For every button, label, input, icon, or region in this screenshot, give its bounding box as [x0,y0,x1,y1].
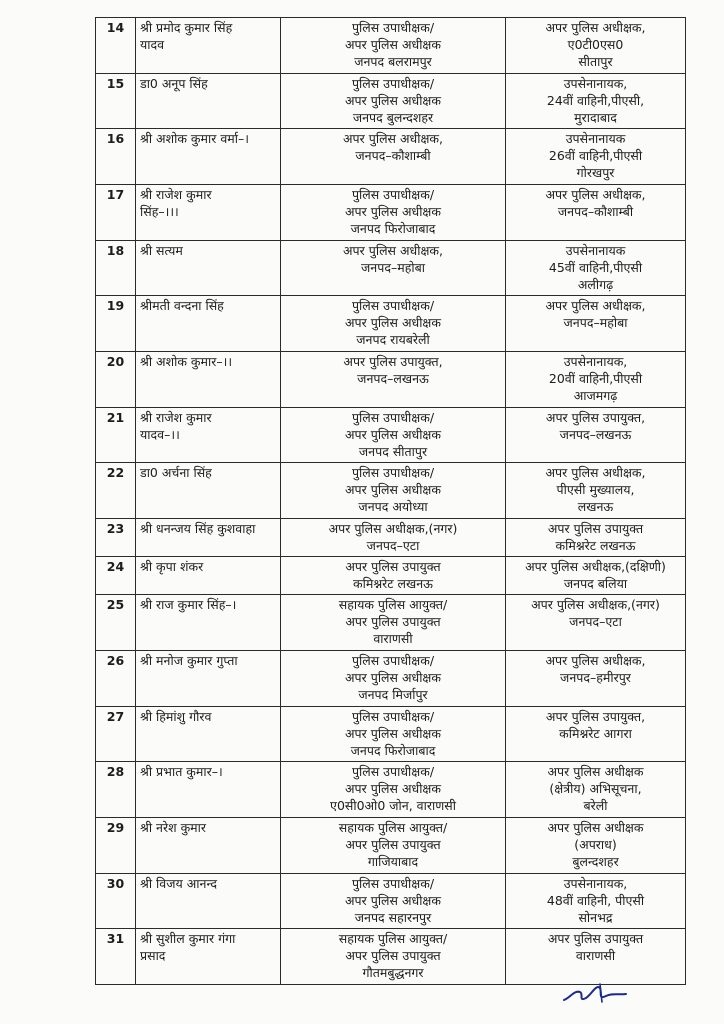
officer-name-cell [136,296,281,352]
current-posting-line: अपर पुलिस अधीक्षक, [343,131,443,146]
new-posting-line: मुरादाबाद [574,110,617,125]
table-row [96,874,686,929]
serial-number-cell: 19 [96,296,136,352]
current-posting-line: गौतमबुद्धनगर [362,965,424,980]
officer-name-line: श्रीमती वन्दना सिंह [140,298,224,313]
officer-name-line: श्री अशोक कुमार–।। [140,354,233,369]
current-posting-line: पुलिस उपाधीक्षक/ [351,709,435,724]
current-posting-line: जनपद रायबरेली [356,332,430,347]
new-posting-line: 20वीं वाहिनी,पीएसी [548,371,643,386]
new-posting-cell [506,129,686,185]
current-posting-cell [281,408,506,463]
new-posting-line: अपर पुलिस अधीक्षक, [545,465,646,480]
serial-number-cell: 31 [96,929,136,985]
officer-name-cell [136,74,281,129]
current-posting-line: वाराणसी [373,631,413,646]
current-posting-line: गाजियाबाद [367,854,419,869]
current-posting-line: सहायक पुलिस आयुक्त/ [338,820,448,835]
officer-name-cell [136,352,281,408]
new-posting-line: (क्षेत्रीय) अभिसूचना, [549,781,642,796]
officer-name-line: श्री प्रभात कुमार–। [140,764,223,779]
new-posting-line: (अपराध) [574,837,617,852]
serial-number-cell: 28 [96,762,136,818]
new-posting-line: अपर पुलिस अधीक्षक [547,820,644,835]
new-posting-line: जनपद–महोबा [563,315,628,330]
new-posting-line: कमिश्नरेट आगरा [559,726,632,741]
current-posting-line: जनपद अयोध्या [358,499,428,514]
current-posting-line: अपर पुलिस अधीक्षक [344,726,441,741]
serial-number-cell: 20 [96,352,136,408]
serial-number-cell: 24 [96,557,136,595]
new-posting-line: अलीगढ़ [577,277,614,292]
serial-number-cell: 30 [96,874,136,929]
serial-number-cell: 23 [96,519,136,557]
serial-number-cell: 25 [96,595,136,651]
new-posting-line: जनपद बलिया [563,576,628,591]
new-posting-line: बुलन्दशहर [572,854,619,869]
serial-number-cell: 16 [96,129,136,185]
new-posting-line: अपर पुलिस उपायुक्त [547,521,644,536]
officer-name-line: डा0 अनूप सिंह [140,76,208,91]
current-posting-line: जनपद–लखनऊ [357,371,429,386]
transfer-table [95,17,686,985]
new-posting-line: उपसेनानायक, [563,876,628,891]
officer-name-cell [136,557,281,595]
serial-number-cell: 14 [96,18,136,74]
current-posting-line: अपर पुलिस उपायुक्त [345,837,441,852]
table-row [96,129,686,185]
new-posting-cell [506,519,686,557]
new-posting-cell [506,408,686,463]
current-posting-line: जनपद फिरोजाबाद [350,221,436,236]
current-posting-line: अपर पुलिस अधीक्षक [344,781,441,796]
officer-name-cell [136,463,281,519]
current-posting-line: पुलिस उपाधीक्षक/ [351,465,435,480]
current-posting-line: जनपद–एटा [366,538,420,553]
table-row [96,595,686,651]
current-posting-line: अपर पुलिस उपायुक्त [345,948,441,963]
new-posting-line: जनपद–कौशाम्बी [557,204,634,219]
officer-name-line: श्री प्रमोद कुमार सिंह [140,20,233,35]
current-posting-cell [281,762,506,818]
new-posting-line: अपर पुलिस उपायुक्त, [545,709,646,724]
new-posting-cell [506,296,686,352]
officer-name-cell [136,241,281,296]
current-posting-line: अपर पुलिस अधीक्षक [344,427,441,442]
officer-name-cell [136,519,281,557]
new-posting-line: अपर पुलिस अधीक्षक, [545,20,646,35]
new-posting-cell [506,18,686,74]
officer-name-cell [136,651,281,707]
serial-number-cell: 18 [96,241,136,296]
new-posting-line: पीएसी मुख्यालय, [556,482,635,497]
current-posting-line: कमिश्नरेट लखनऊ [353,576,433,591]
officer-name-line: प्रसाद [140,948,166,963]
table-row [96,762,686,818]
new-posting-line: अपर पुलिस अधीक्षक [547,764,644,779]
new-posting-line: अपर पुलिस उपायुक्त [547,931,644,946]
new-posting-line: कमिश्नरेट लखनऊ [555,538,636,553]
current-posting-cell [281,557,506,595]
current-posting-line: अपर पुलिस उपायुक्त, [343,354,443,369]
table-row [96,408,686,463]
officer-name-line: श्री मनोज कुमार गुप्ता [140,653,238,668]
transfer-table-body [96,18,686,985]
officer-name-line: यादव [140,37,165,52]
current-posting-line: अपर पुलिस अधीक्षक [344,315,441,330]
new-posting-line: अपर पुलिस अधीक्षक,(दक्षिणी) [525,559,666,574]
current-posting-line: अपर पुलिस अधीक्षक [344,37,441,52]
new-posting-line: अपर पुलिस अधीक्षक, [545,187,646,202]
current-posting-cell [281,74,506,129]
new-posting-cell [506,74,686,129]
new-posting-line: अपर पुलिस अधीक्षक, [545,298,646,313]
new-posting-line: उपसेनानायक [565,243,626,258]
new-posting-line: बरेली [583,798,608,813]
current-posting-line: पुलिस उपाधीक्षक/ [351,876,435,891]
new-posting-cell [506,352,686,408]
new-posting-cell [506,463,686,519]
current-posting-line: अपर पुलिस अधीक्षक, [343,243,443,258]
new-posting-cell [506,874,686,929]
new-posting-line: ए0टी0एस0 [567,37,624,52]
new-posting-line: 45वीं वाहिनी,पीएसी [548,260,643,275]
current-posting-line: पुलिस उपाधीक्षक/ [351,410,435,425]
officer-name-line: डा0 अर्चना सिंह [140,465,212,480]
table-row [96,18,686,74]
current-posting-line: जनपद बुलन्दशहर [352,110,434,125]
table-row [96,707,686,762]
current-posting-line: पुलिस उपाधीक्षक/ [351,76,435,91]
new-posting-line: अपर पुलिस अधीक्षक, [545,653,646,668]
table-row [96,352,686,408]
current-posting-line: अपर पुलिस अधीक्षक [344,670,441,685]
officer-name-line: श्री कृपा शंकर [140,559,204,574]
serial-number-cell: 21 [96,408,136,463]
current-posting-cell [281,241,506,296]
current-posting-line: अपर पुलिस अधीक्षक,(नगर) [328,521,458,536]
current-posting-line: जनपद सहारनपुर [354,910,432,925]
table-row [96,296,686,352]
officer-name-line: श्री विजय आनन्द [140,876,217,891]
table-row [96,74,686,129]
current-posting-cell [281,18,506,74]
current-posting-line: सहायक पुलिस आयुक्त/ [338,931,448,946]
new-posting-cell [506,557,686,595]
current-posting-line: पुलिस उपाधीक्षक/ [351,187,435,202]
current-posting-cell [281,185,506,241]
serial-number-cell: 29 [96,818,136,874]
new-posting-cell [506,185,686,241]
current-posting-line: जनपद सीतापुर [358,444,428,459]
current-posting-line: अपर पुलिस उपायुक्त [345,614,441,629]
new-posting-cell [506,762,686,818]
new-posting-line: उपसेनानायक, [563,354,628,369]
current-posting-line: सहायक पुलिस आयुक्त/ [338,597,448,612]
officer-name-cell [136,18,281,74]
officer-name-cell [136,185,281,241]
signature-mark [560,978,630,1008]
new-posting-line: सीतापुर [578,54,613,69]
officer-name-line: श्री अशोक कुमार वर्मा–। [140,131,249,146]
current-posting-cell [281,519,506,557]
officer-name-cell [136,408,281,463]
new-posting-line: उपसेनानायक, [563,76,628,91]
current-posting-line: अपर पुलिस अधीक्षक [344,204,441,219]
serial-number-cell: 17 [96,185,136,241]
current-posting-line: ए0सी0ओ0 जोन, वाराणसी [330,798,456,813]
current-posting-cell [281,707,506,762]
current-posting-line: जनपद फिरोजाबाद [350,743,436,758]
new-posting-line: अपर पुलिस उपायुक्त, [545,410,646,425]
current-posting-line: अपर पुलिस अधीक्षक [344,482,441,497]
officer-name-line: श्री सुशील कुमार गंगा [140,931,236,946]
current-posting-cell [281,352,506,408]
table-row [96,185,686,241]
new-posting-cell [506,929,686,985]
officer-name-line: श्री राजेश कुमार [140,410,212,425]
officer-name-cell [136,595,281,651]
officer-name-line: श्री राजेश कुमार [140,187,212,202]
current-posting-line: पुलिस उपाधीक्षक/ [351,653,435,668]
table-row [96,929,686,985]
officer-name-line: श्री हिमांशु गौरव [140,709,212,724]
current-posting-line: पुलिस उपाधीक्षक/ [351,298,435,313]
current-posting-line: अपर पुलिस उपायुक्त [345,559,441,574]
current-posting-cell [281,651,506,707]
new-posting-line: लखनऊ [577,499,614,514]
officer-name-line: यादव–।। [140,427,180,442]
new-posting-line: जनपद–एटा [569,614,622,629]
new-posting-line: 24वीं वाहिनी,पीएसी, [546,93,645,108]
current-posting-line: जनपद–महोबा [361,260,425,275]
table-row [96,557,686,595]
current-posting-line: पुलिस उपाधीक्षक/ [351,20,435,35]
current-posting-cell [281,296,506,352]
table-row [96,241,686,296]
new-posting-line: जनपद–हमीरपुर [560,670,631,685]
current-posting-cell [281,929,506,985]
new-posting-cell [506,595,686,651]
new-posting-line: सोनभद्र [578,910,613,925]
serial-number-cell: 27 [96,707,136,762]
officer-name-cell [136,707,281,762]
current-posting-cell [281,463,506,519]
current-posting-line: जनपद–कौशाम्बी [355,148,431,163]
officer-name-line: श्री सत्यम [140,243,183,258]
new-posting-line: वाराणसी [575,948,616,963]
new-posting-line: अपर पुलिस अधीक्षक,(नगर) [531,597,660,612]
serial-number-cell: 15 [96,74,136,129]
new-posting-cell [506,241,686,296]
new-posting-line: उपसेनानायक [565,131,626,146]
new-posting-cell [506,818,686,874]
current-posting-line: जनपद बलरामपुर [354,54,432,69]
new-posting-cell [506,651,686,707]
officer-name-cell [136,929,281,985]
serial-number-cell: 22 [96,463,136,519]
new-posting-line: आजमगढ़ [573,388,618,403]
current-posting-line: जनपद मिर्जापुर [358,687,428,702]
officer-name-line: श्री धनन्जय सिंह कुशवाहा [140,521,256,536]
officer-name-line: श्री राज कुमार सिंह–। [140,597,237,612]
officer-name-line: श्री नरेश कुमार [140,820,207,835]
new-posting-line: गोरखपुर [576,165,615,180]
current-posting-cell [281,129,506,185]
officer-name-line: सिंह–।।। [140,204,179,219]
new-posting-line: 26वीं वाहिनी,पीएसी [548,148,643,163]
table-row [96,818,686,874]
new-posting-line: 48वीं वाहिनी, पीएसी [546,893,645,908]
table-row [96,651,686,707]
current-posting-line: पुलिस उपाधीक्षक/ [351,764,435,779]
officer-name-cell [136,874,281,929]
current-posting-line: अपर पुलिस अधीक्षक [344,93,441,108]
current-posting-cell [281,818,506,874]
officer-name-cell [136,762,281,818]
table-row [96,519,686,557]
table-row [96,463,686,519]
current-posting-line: अपर पुलिस अधीक्षक [344,893,441,908]
officer-name-cell [136,129,281,185]
new-posting-cell [506,707,686,762]
current-posting-cell [281,874,506,929]
officer-name-cell [136,818,281,874]
serial-number-cell: 26 [96,651,136,707]
new-posting-line: जनपद–लखनऊ [559,427,632,442]
current-posting-cell [281,595,506,651]
